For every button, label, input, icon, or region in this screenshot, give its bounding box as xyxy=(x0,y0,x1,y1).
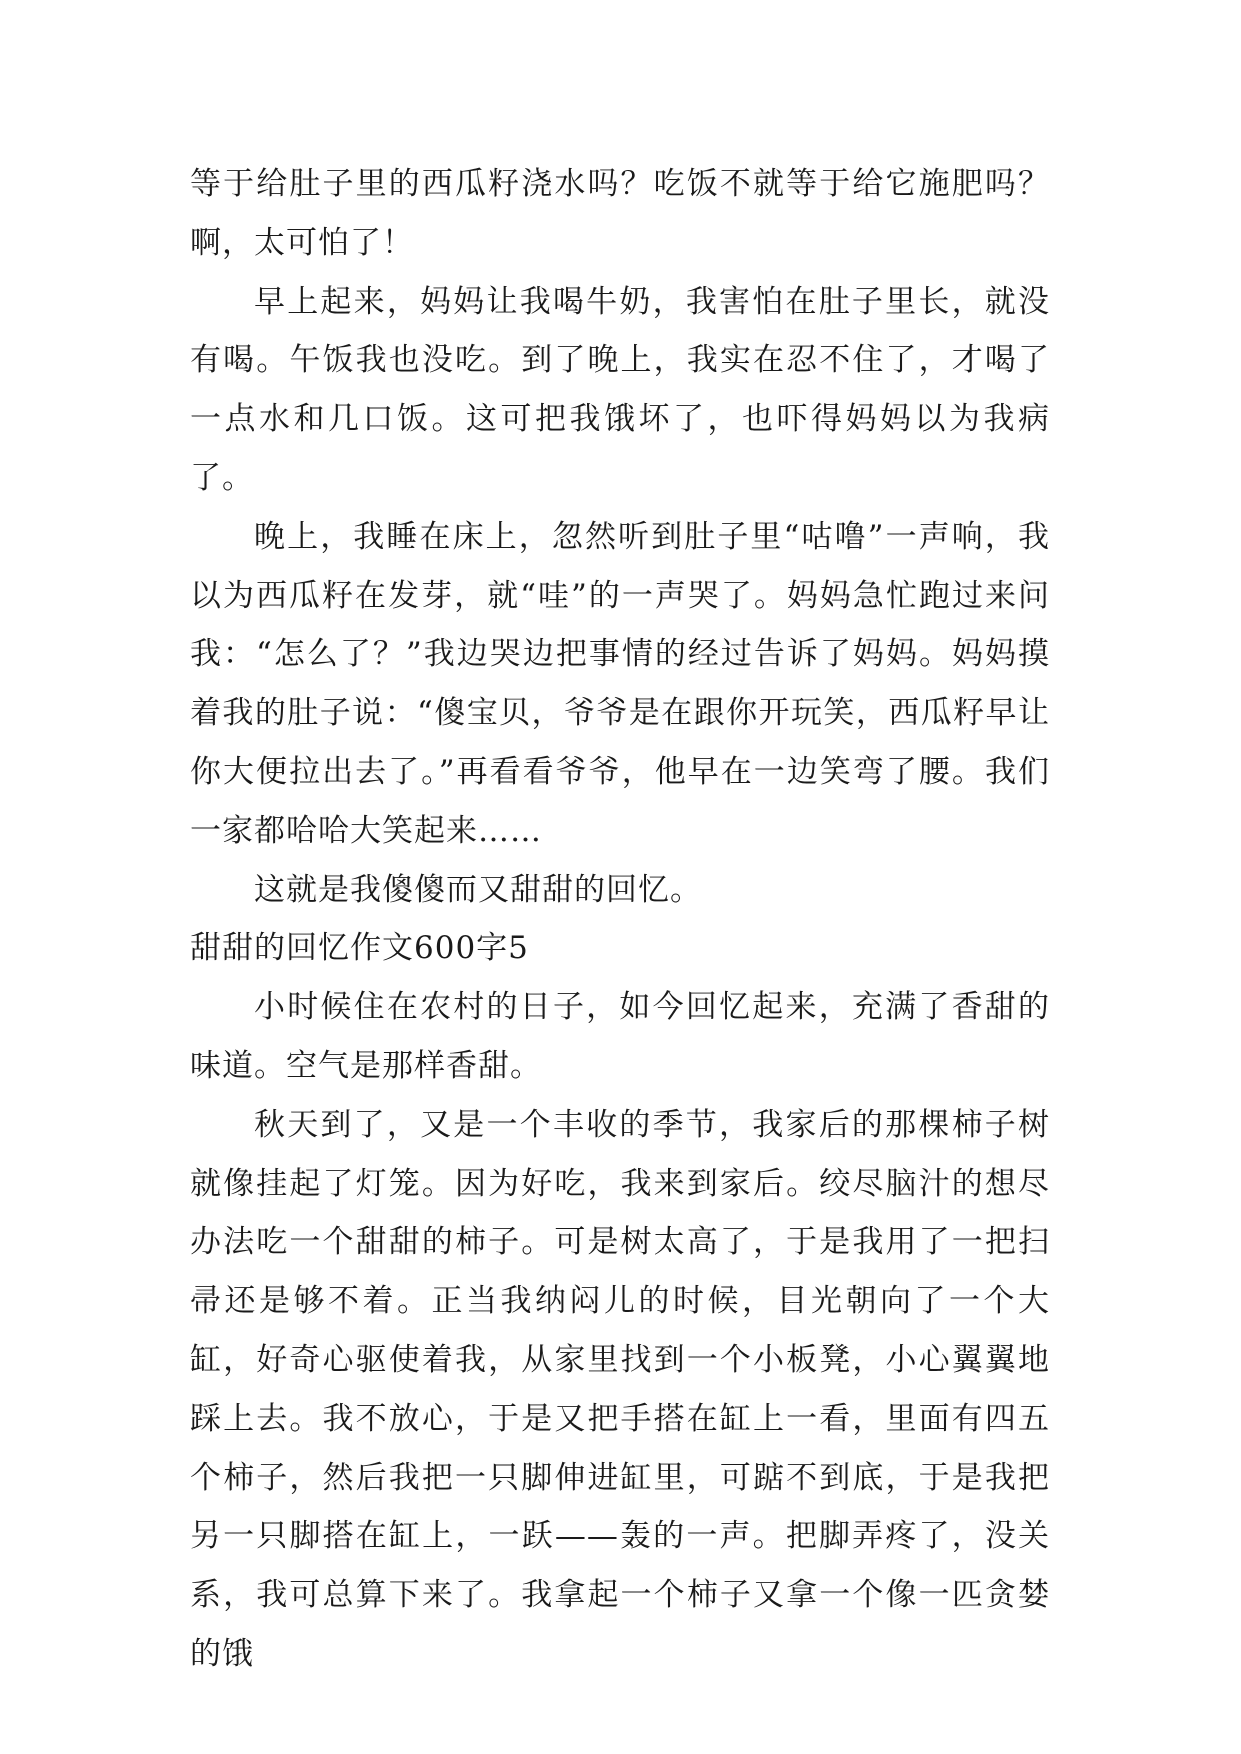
paragraph: 小时候住在农村的日子，如今回忆起来，充满了香甜的味道。空气是那样香甜。 xyxy=(190,989,1050,1084)
document-body xyxy=(190,155,1050,1684)
paragraph: 秋天到了，又是一个丰收的季节，我家后的那棵柿子树就像挂起了灯笼。因为好吃，我来到家后。绞尽脑汁的想尽办法吃一个甜甜的柿子。可是树太高了，于是我用了一把扫帚还是够不着。正当我纳闷儿的时候，目光朝向了一个大缸，好奇心驱使着我，从家里找到一个小板凳，小心翼翼地踩上去。我不放心，于是又把手搭在缸上一看，里面有四五个柿子，然后我把一只脚伸进缸里，可踮不到底，于是我把另一只脚搭在缸上，一跃——轰的一声。把脚弄疼了，没关系，我可总算下来了。我拿起一个柿子又拿一个像一匹贪婪的饿 xyxy=(190,1106,1050,1672)
section-heading: 甜甜的回忆作文600字5 xyxy=(190,930,529,967)
paragraph: 晚上，我睡在床上，忽然听到肚子里“咕噜”一声响，我以为西瓜籽在发芽，就“哇”的一声哭了。妈妈急忙跑过来问我：“怎么了？”我边哭边把事情的经过告诉了妈妈。妈妈摸着我的肚子说：“傻宝贝，爷爷是在跟你开玩笑，西瓜籽早让你大便拉出去了。”再看看爷爷，他早在一边笑弯了腰。我们一家都哈哈大笑起来…… xyxy=(190,518,1050,849)
paragraph: 早上起来，妈妈让我喝牛奶，我害怕在肚子里长，就没有喝。午饭我也没吃。到了晚上，我实在忍不住了，才喝了一点水和几口饭。这可把我饿坏了，也吓得妈妈以为我病了。 xyxy=(190,283,1050,496)
paragraph: 等于给肚子里的西瓜籽浇水吗？吃饭不就等于给它施肥吗？啊，太可怕了！ xyxy=(190,166,1050,261)
paragraph: 这就是我傻傻而又甜甜的回忆。 xyxy=(254,871,702,908)
